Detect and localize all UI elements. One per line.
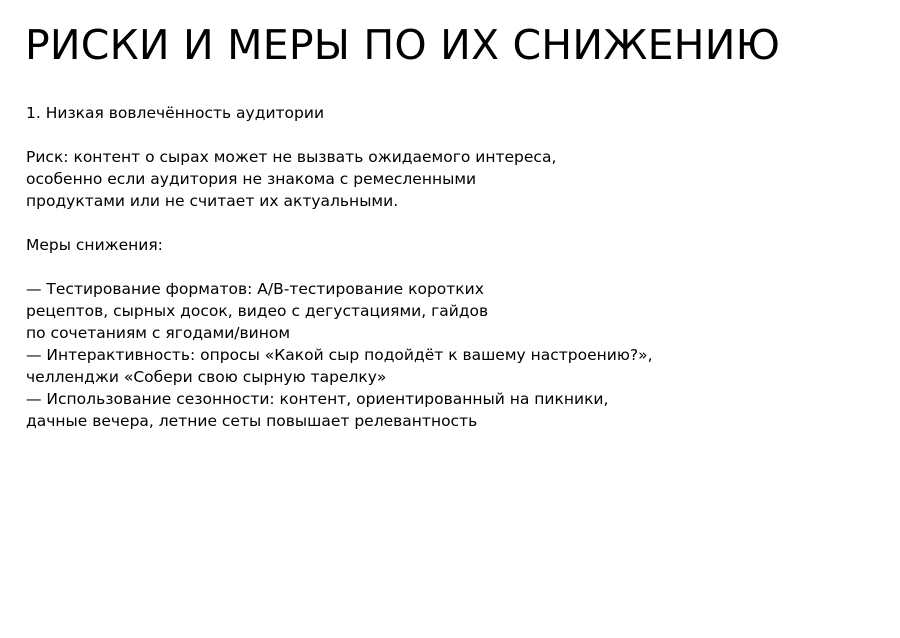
- mitigation-line: по сочетаниям с ягодами/вином: [26, 324, 291, 342]
- mitigation-line: — Использование сезонности: контент, ориентированный на пикники,: [26, 390, 609, 408]
- risk-paragraph: [26, 146, 866, 212]
- mitigation-list: [26, 278, 866, 432]
- spacer: [26, 212, 866, 234]
- section-heading: 1. Низкая вовлечённость аудитории: [26, 104, 325, 122]
- risk-label: Риск:: [26, 148, 69, 166]
- risk-text-2: особенно если аудитория не знакома с ремесленными: [26, 170, 477, 188]
- risk-line-1: [26, 146, 866, 168]
- mitigation-label: Меры снижения:: [26, 236, 163, 254]
- mitigation-line: рецептов, сырных досок, видео с дегустациями, гайдов: [26, 302, 489, 320]
- spacer: [26, 256, 866, 278]
- mitigation-line: дачные вечера, летние сеты повышает релевантность: [26, 412, 478, 430]
- mitigation-line: — Тестирование форматов: A/B-тестирование коротких: [26, 280, 484, 298]
- page-title: РИСКИ И МЕРЫ ПО ИХ СНИЖЕНИЮ: [25, 21, 781, 69]
- risk-text-1: контент о сырах может не вызвать ожидаемого интереса,: [68, 148, 557, 166]
- mitigation-line: — Интерактивность: опросы «Какой сыр подойдёт к вашему настроению?»,: [26, 346, 653, 364]
- slide-content: [26, 102, 866, 432]
- risk-text-3: продуктами или не считает их актуальными.: [26, 192, 399, 210]
- mitigation-line: челленджи «Собери свою сырную тарелку»: [26, 368, 387, 386]
- spacer: [26, 124, 866, 146]
